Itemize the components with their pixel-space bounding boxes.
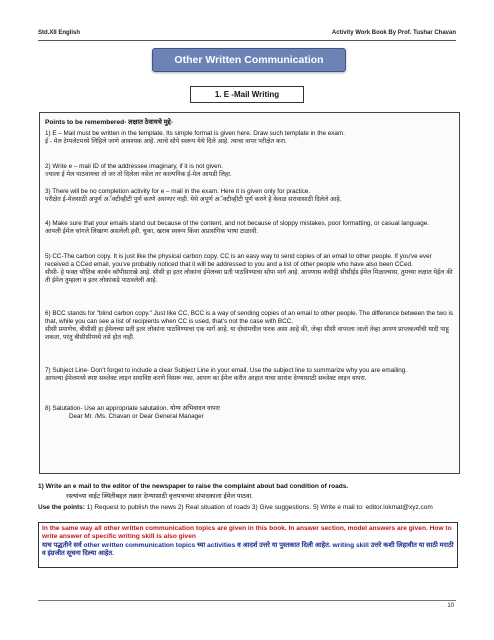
point-5: [45, 253, 454, 285]
use-points-label: Use the points:: [38, 504, 85, 511]
point-1-mr: ई - मेल टेम्पलेटमध्ये लिहिले जाणे आवश्यक आहे. त्याचे सोपे स्वरूप येथे दिले आहे. त्याचा वापर परीक्षेत करा.: [45, 138, 287, 145]
point-8-en: 8) Salutation- Use an appropriate salutation. योग्य अभिवादन वापरा: [45, 405, 220, 412]
point-6-en: 6) BCC stands for "blind carbon copy." Just like CC, BCC is a way of sending copies of an email to other people. The difference between the two is that, while you can see a list of recipients when CC is used, that's not the case with BCC.: [45, 310, 454, 325]
page-number: 10: [447, 603, 454, 609]
point-8: [45, 405, 454, 421]
point-3-mr: परीक्षेत ई-मेलसाठी अपूर्ण अॅक्टीव्हीटी पूर्ण करणे असणार नाही. येथे अपूर्ण अॅक्टीव्हीटी पूर्ण करणे हे केवळ सरावासाठी दिलेले आहे.: [45, 196, 342, 203]
point-4: [45, 220, 454, 236]
point-2-en: 2) Write e – mail ID of the addressee imaginary, if it is not given.: [45, 163, 223, 170]
point-3-en: 3) There will be no completion activity for e – mail in the exam. Here it is given only for practice.: [45, 188, 311, 195]
points-heading: Points to be remembered- लक्षात ठेवायचे मुद्दे-: [45, 119, 174, 126]
point-4-mr: आपली ईमेल चांगले लिखाण असलेली हवी. चुका, खराब स्वरूप किंवा अप्रासंगिक भाषा टाळावी.: [45, 228, 259, 235]
note-marathi: याच पद्धतीने सर्व other written communication topics च्या activities व आदर्श उत्तरे या पुस्तकात दिली आहेत. writing skill उत्तरे कशी लिहावीत या साठी मराठी व इंग्रजीत सूचना दिल्या आहेत.: [42, 542, 454, 558]
header-right-text: Activity Work Book By Prof. Tushar Chavan: [331, 30, 456, 36]
point-5-en: 5) CC-The carbon copy. It is just like the physical carbon copy. CC is an easy way to send copies of an email to other people. If you've ever received a CCed email, you've probably noticed that it will be addressed to you and a list of other people who have also been CCed.: [45, 253, 432, 268]
task-question-marathi: रस्त्यांच्या वाईट स्थितीबद्दल तक्रार देण्यासाठी वृत्तपत्राच्या संपादकाला ईमेल पाठवा.: [66, 493, 254, 500]
note-english: In the same way all other written communication topics are given in this book. In answer section, model answers are given. How to write answer of specific writing skill is also given: [42, 525, 452, 541]
task-points: [38, 504, 454, 512]
use-points-text: 1) Request to publish the news 2) Real situation of roads 3) Give suggestions. 5) Write e mail to: editor.lokmat@xyz.com: [84, 504, 433, 511]
note-box: [38, 522, 458, 568]
point-4-en: 4) Make sure that your emails stand out because of the content, and not because of sloppy mistakes, poor formatting, or casual language.: [45, 220, 429, 227]
point-7-mr: आपल्या ईमेलमध्ये स्पष्ट सब्जेक्ट लाइन समाविष्ट करणे विसरू नका. आपण का ईमेल करीत आहात याचा सारांश देण्यासाठी सब्जेक्ट लाइन वापरा.: [45, 375, 367, 382]
point-6-mr: सीसी प्रमाणेच, बीसीसी हा ईमेलच्या प्रती इतर लोकांना पाठविण्याचा एक मार्ग आहे. या दोघांमधील फरक असा आहे की, जेव्हा सीसी वापरला जातो तेव्हा आपण प्राप्तकर्त्यांची यादी पाहू शकता, परंतु बीसीसीमध्ये तसे होत नाही.: [45, 326, 449, 341]
point-5-mr: सीसी- हे फक्त भौतिक कार्बन कॉपीसारखे आहे. सीसी हा इतर लोकांना ईमेलच्या प्रती पाठविण्याचा सोपा मार्ग आहे. आपणास कधीही सीसीईड ईमेल मिळाल्यास, तुमच्या लक्षात येईल की ती ईमेल तुम्हाला व इतर लोकांकडे पाठवलेली आहे.: [45, 269, 453, 284]
point-6: [45, 310, 454, 342]
point-2-mr: ज्याला ई मेल पाठवायचा तो जर तो दिलेला नसेल तर काल्पनिक ई-मेल आयडी लिहा.: [45, 171, 232, 178]
point-3: [45, 188, 454, 204]
section-title: 1. E -Mail Writing: [190, 86, 304, 103]
point-1: [45, 130, 454, 146]
footer-rule: [38, 600, 456, 601]
chapter-banner: Other Written Communication: [152, 48, 346, 72]
salutation-example: Dear Mr. /Ms. Chavan or Dear General Manager: [69, 413, 204, 420]
points-box: [39, 112, 460, 474]
page-header: [38, 28, 456, 41]
point-7: [45, 367, 454, 383]
task-question: 1) Write an e mail to the editor of the newspaper to raise the complaint about bad condition of roads.: [38, 483, 349, 490]
point-7-en: 7) Subject Line- Don't forget to include a clear Subject Line in your email. Use the subject line to summarize why you are emailing.: [45, 367, 408, 374]
point-2: [45, 163, 454, 179]
point-1-en: 1) E – Mail must be written in the template. Its simple format is given here. Draw such template in the exam.: [45, 130, 345, 137]
header-left-text: Std.XII English: [38, 30, 81, 36]
